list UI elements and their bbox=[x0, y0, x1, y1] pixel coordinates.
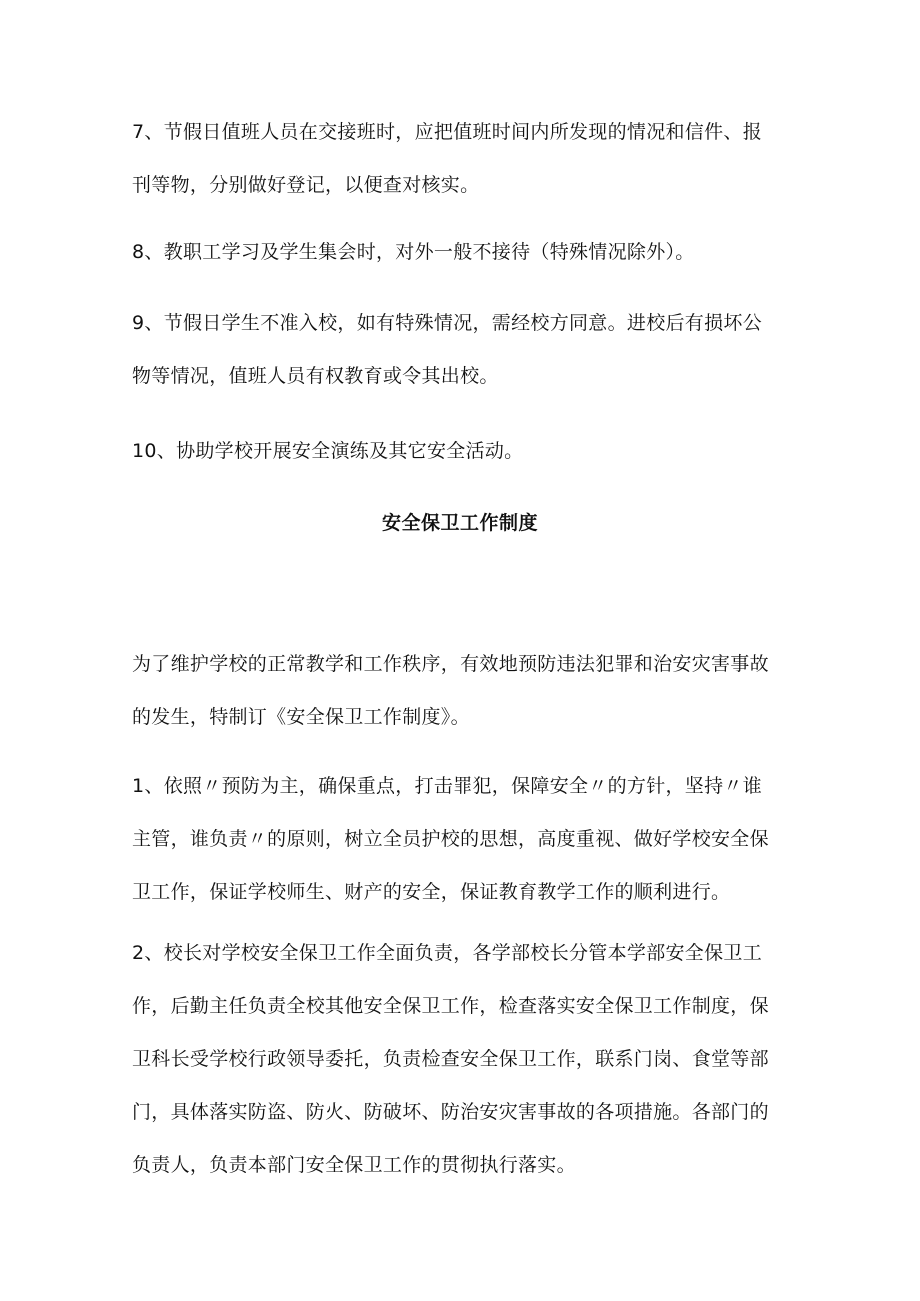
paragraph-item-7 bbox=[132, 106, 792, 212]
paragraph-line: 卫工作，保证学校师生、财产的安全，保证教育教学工作的顺利进行。 bbox=[132, 881, 731, 903]
paragraph-intro bbox=[132, 638, 792, 744]
paragraph-line: 作，后勤主任负责全校其他安全保卫工作，检查落实安全保卫工作制度，保 bbox=[132, 995, 769, 1017]
paragraph-item-1 bbox=[132, 760, 792, 919]
paragraph-line: 9、节假日学生不准入校，如有特殊情况，需经校方同意。进校后有损坏公 bbox=[132, 312, 762, 334]
paragraph-line: 刊等物，分别做好登记，以便查对核实。 bbox=[132, 174, 480, 196]
paragraph-line: 负责人，负责本部门安全保卫工作的贯彻执行落实。 bbox=[132, 1154, 576, 1176]
paragraph-line: 2、校长对学校安全保卫工作全面负责，各学部校长分管本学部安全保卫工 bbox=[132, 942, 762, 964]
paragraph-line: 卫科长受学校行政领导委托，负责检查安全保卫工作，联系门岗、食堂等部 bbox=[132, 1048, 769, 1070]
paragraph-item-9 bbox=[132, 297, 792, 403]
section-heading: 安全保卫工作制度 bbox=[381, 512, 538, 534]
paragraph-line: 8、教职工学习及学生集会时，对外一般不接待（特殊情况除外）。 bbox=[132, 241, 695, 263]
paragraph-line: 为了维护学校的正常教学和工作秩序，有效地预防违法犯罪和治安灾害事故 bbox=[132, 653, 769, 675]
paragraph-line: 7、节假日值班人员在交接班时，应把值班时间内所发现的情况和信件、报 bbox=[132, 121, 762, 143]
paragraph-line: 1、依照〃预防为主，确保重点，打击罪犯，保障安全〃的方针，坚持〃谁 bbox=[132, 775, 762, 797]
paragraph-line: 的发生，特制订《安全保卫工作制度》。 bbox=[132, 706, 470, 728]
paragraph-item-8 bbox=[132, 226, 792, 279]
paragraph-line: 10、协助学校开展安全演练及其它安全活动。 bbox=[132, 440, 524, 462]
paragraph-item-2 bbox=[132, 927, 792, 1192]
paragraph-line: 物等情况，值班人员有权教育或令其出校。 bbox=[132, 365, 499, 387]
paragraph-item-10 bbox=[132, 425, 792, 478]
paragraph-line: 门，具体落实防盗、防火、防破坏、防治安灾害事故的各项措施。各部门的 bbox=[132, 1101, 769, 1123]
paragraph-line: 主管，谁负责〃的原则，树立全员护校的思想，高度重视、做好学校安全保 bbox=[132, 828, 769, 850]
